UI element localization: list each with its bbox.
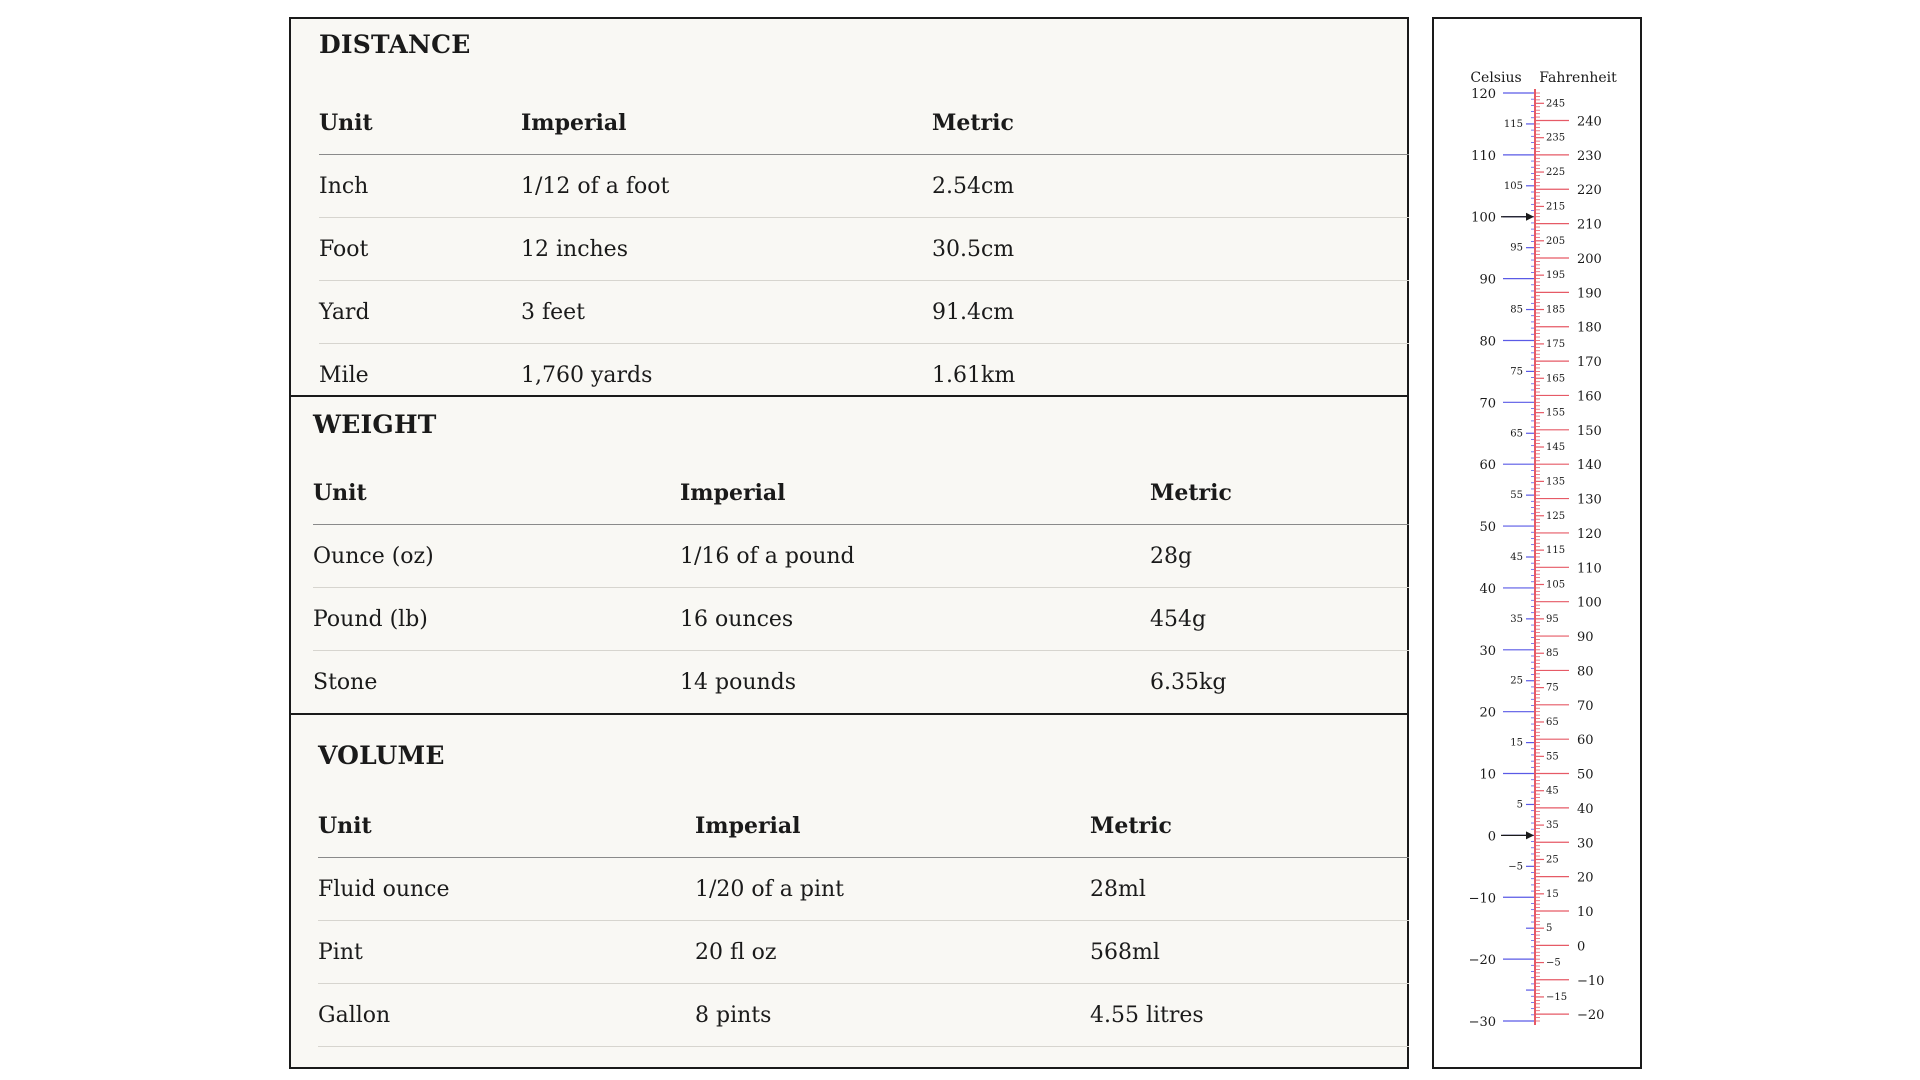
cell-unit: Ounce (oz) (313, 525, 680, 588)
celsius-minor-label: 85 (1510, 304, 1523, 316)
celsius-minor-label: 5 (1516, 799, 1523, 811)
table-row (313, 525, 1409, 588)
fahrenheit-major-label: 230 (1577, 148, 1602, 164)
fahrenheit-minor-label: 65 (1546, 716, 1559, 728)
fahrenheit-major-label: 100 (1577, 595, 1602, 611)
fahrenheit-minor-label: 225 (1546, 167, 1566, 179)
table-header-row (313, 462, 1409, 525)
celsius-minor-label: 25 (1510, 675, 1523, 687)
table-header-row (318, 795, 1409, 858)
fahrenheit-major-label: 120 (1577, 526, 1602, 542)
fahrenheit-major-label: 150 (1577, 423, 1602, 439)
celsius-major-label: 90 (1479, 272, 1496, 288)
arrow-head (1526, 213, 1534, 221)
celsius-major-label: 0 (1487, 829, 1496, 845)
header-imperial: Imperial (680, 462, 1150, 525)
fahrenheit-minor-label: 115 (1546, 545, 1566, 557)
fahrenheit-major-label: 160 (1577, 389, 1602, 405)
distance-table (319, 92, 1409, 406)
fahrenheit-minor-label: 155 (1546, 407, 1566, 419)
celsius-minor-label: 55 (1510, 490, 1523, 502)
fahrenheit-minor-label: 215 (1546, 201, 1566, 213)
weight-title: WEIGHT (313, 410, 437, 439)
celsius-minor-label: −5 (1508, 861, 1523, 873)
header-imperial: Imperial (521, 92, 932, 155)
fahrenheit-minor-label: 55 (1546, 751, 1559, 763)
fahrenheit-major-label: 180 (1577, 320, 1602, 336)
fahrenheit-minor-label: 75 (1546, 682, 1559, 694)
fahrenheit-minor-label: 245 (1546, 98, 1566, 110)
celsius-major-label: 40 (1479, 581, 1496, 597)
celsius-major-label: 10 (1479, 767, 1496, 783)
celsius-major-label: 50 (1479, 520, 1496, 536)
celsius-major-label: 80 (1479, 334, 1496, 350)
celsius-minor-label: 45 (1510, 552, 1523, 563)
fahrenheit-minor-label: −15 (1546, 991, 1568, 1003)
fahrenheit-minor-label: 195 (1546, 270, 1566, 282)
celsius-major-label: 60 (1479, 458, 1496, 474)
header-unit: Unit (318, 795, 695, 858)
celsius-major-label: −10 (1468, 891, 1496, 907)
cell-imperial: 1/20 of a pint (695, 858, 1090, 921)
cell-metric: 30.5cm (932, 218, 1409, 281)
celsius-major-label: 100 (1471, 210, 1496, 226)
celsius-label: Celsius (1470, 70, 1522, 86)
fahrenheit-major-label: −20 (1577, 1008, 1605, 1024)
arrow-head (1526, 831, 1534, 839)
celsius-major-label: −30 (1468, 1015, 1496, 1030)
celsius-major-label: 30 (1479, 643, 1496, 659)
fahrenheit-major-label: 0 (1577, 939, 1586, 955)
cell-metric: 28ml (1090, 858, 1409, 921)
cell-metric: 28g (1150, 525, 1409, 588)
fahrenheit-minor-label: 125 (1546, 510, 1566, 522)
header-unit: Unit (319, 92, 521, 155)
fahrenheit-minor-label: 95 (1546, 613, 1559, 625)
header-metric: Metric (1090, 795, 1409, 858)
fahrenheit-major-label: 190 (1577, 286, 1602, 302)
fahrenheit-major-label: 40 (1577, 801, 1594, 817)
cell-metric: 1.61km (932, 362, 1016, 388)
cell-imperial: 14 pounds (680, 669, 797, 695)
cell-metric: 6.35kg (1150, 669, 1227, 695)
fahrenheit-minor-label: 15 (1546, 888, 1559, 900)
fahrenheit-major-label: 20 (1577, 870, 1594, 886)
celsius-minor-label: 105 (1503, 180, 1523, 192)
fahrenheit-minor-label: 35 (1546, 820, 1559, 832)
celsius-major-label: 110 (1471, 148, 1496, 164)
cell-unit: Pound (lb) (313, 588, 680, 651)
fahrenheit-major-label: 220 (1577, 183, 1602, 199)
cell-imperial: 1/16 of a pound (680, 525, 1150, 588)
cell-unit: Yard (319, 281, 521, 344)
fahrenheit-minor-label: −5 (1546, 957, 1561, 969)
header-unit: Unit (313, 462, 680, 525)
fahrenheit-minor-label: 5 (1546, 923, 1553, 935)
fahrenheit-major-label: 240 (1577, 114, 1602, 130)
celsius-minor-label: 15 (1510, 737, 1523, 749)
weight-table (313, 462, 1409, 713)
table-row (319, 281, 1409, 344)
fahrenheit-major-label: 90 (1577, 630, 1594, 646)
celsius-minor-label: 35 (1510, 613, 1523, 625)
volume-panel (289, 713, 1409, 1069)
celsius-major-label: 70 (1479, 396, 1496, 412)
cell-imperial: 20 fl oz (695, 921, 1090, 984)
table-row (318, 858, 1409, 921)
cell-metric: 4.55 litres (1090, 984, 1409, 1047)
table-row (319, 218, 1409, 281)
header-metric: Metric (1150, 462, 1409, 525)
table-row (318, 921, 1409, 984)
fahrenheit-major-label: 110 (1577, 561, 1602, 577)
fahrenheit-major-label: 140 (1577, 458, 1602, 474)
fahrenheit-minor-label: 185 (1546, 304, 1566, 316)
fahrenheit-minor-label: 145 (1546, 442, 1566, 454)
cell-metric: 2.54cm (932, 155, 1409, 218)
fahrenheit-major-label: −10 (1577, 973, 1605, 989)
distance-title: DISTANCE (319, 30, 471, 59)
cell-imperial: 12 inches (521, 218, 932, 281)
fahrenheit-major-label: 60 (1577, 733, 1594, 749)
celsius-major-label: −20 (1468, 953, 1496, 969)
cell-unit: Pint (318, 921, 695, 984)
fahrenheit-minor-label: 105 (1546, 579, 1566, 591)
cell-unit: Foot (319, 218, 521, 281)
fahrenheit-minor-label: 85 (1546, 648, 1559, 660)
fahrenheit-minor-label: 25 (1546, 854, 1559, 866)
cell-imperial: 16 ounces (680, 588, 1150, 651)
table-header-row (319, 92, 1409, 155)
header-metric: Metric (932, 92, 1409, 155)
volume-title: VOLUME (318, 741, 445, 770)
cell-unit: Inch (319, 155, 521, 218)
table-row (318, 984, 1409, 1047)
fahrenheit-minor-label: 235 (1546, 132, 1566, 144)
fahrenheit-minor-label: 135 (1546, 476, 1566, 488)
fahrenheit-minor-label: 165 (1546, 373, 1566, 385)
weight-panel (289, 395, 1409, 715)
cell-metric: 454g (1150, 588, 1409, 651)
cell-unit: Mile (319, 362, 369, 388)
celsius-major-label: 20 (1479, 705, 1496, 721)
fahrenheit-major-label: 170 (1577, 355, 1602, 371)
cell-imperial: 3 feet (521, 281, 932, 344)
fahrenheit-minor-label: 45 (1546, 785, 1559, 797)
celsius-minor-label: 115 (1503, 118, 1523, 130)
fahrenheit-major-label: 30 (1577, 836, 1594, 852)
cell-unit: Stone (313, 669, 378, 695)
volume-table (318, 795, 1409, 1047)
cell-unit: Gallon (318, 984, 695, 1047)
fahrenheit-minor-label: 175 (1546, 338, 1566, 350)
thermometer-scale (1434, 19, 1640, 1067)
header-imperial: Imperial (695, 795, 1090, 858)
table-row (313, 651, 1409, 714)
table-row (319, 155, 1409, 218)
cell-unit: Fluid ounce (318, 858, 695, 921)
celsius-minor-label: 75 (1510, 366, 1523, 378)
fahrenheit-major-label: 200 (1577, 251, 1602, 267)
cell-metric: 91.4cm (932, 281, 1409, 344)
fahrenheit-major-label: 80 (1577, 664, 1594, 680)
cell-metric: 568ml (1090, 921, 1409, 984)
fahrenheit-major-label: 50 (1577, 767, 1594, 783)
cell-imperial: 1,760 yards (521, 362, 653, 388)
table-row (313, 588, 1409, 651)
fahrenheit-minor-label: 205 (1546, 235, 1566, 247)
celsius-minor-label: 95 (1510, 242, 1523, 254)
cell-imperial: 1/12 of a foot (521, 155, 932, 218)
celsius-minor-label: 65 (1510, 428, 1523, 440)
fahrenheit-major-label: 70 (1577, 698, 1594, 714)
fahrenheit-major-label: 10 (1577, 905, 1594, 921)
celsius-major-label: 120 (1471, 87, 1496, 102)
fahrenheit-major-label: 130 (1577, 492, 1602, 508)
distance-panel (289, 17, 1409, 397)
cell-imperial: 8 pints (695, 984, 1090, 1047)
thermometer-panel (1432, 17, 1642, 1069)
fahrenheit-label: Fahrenheit (1539, 70, 1617, 86)
fahrenheit-major-label: 210 (1577, 217, 1602, 233)
